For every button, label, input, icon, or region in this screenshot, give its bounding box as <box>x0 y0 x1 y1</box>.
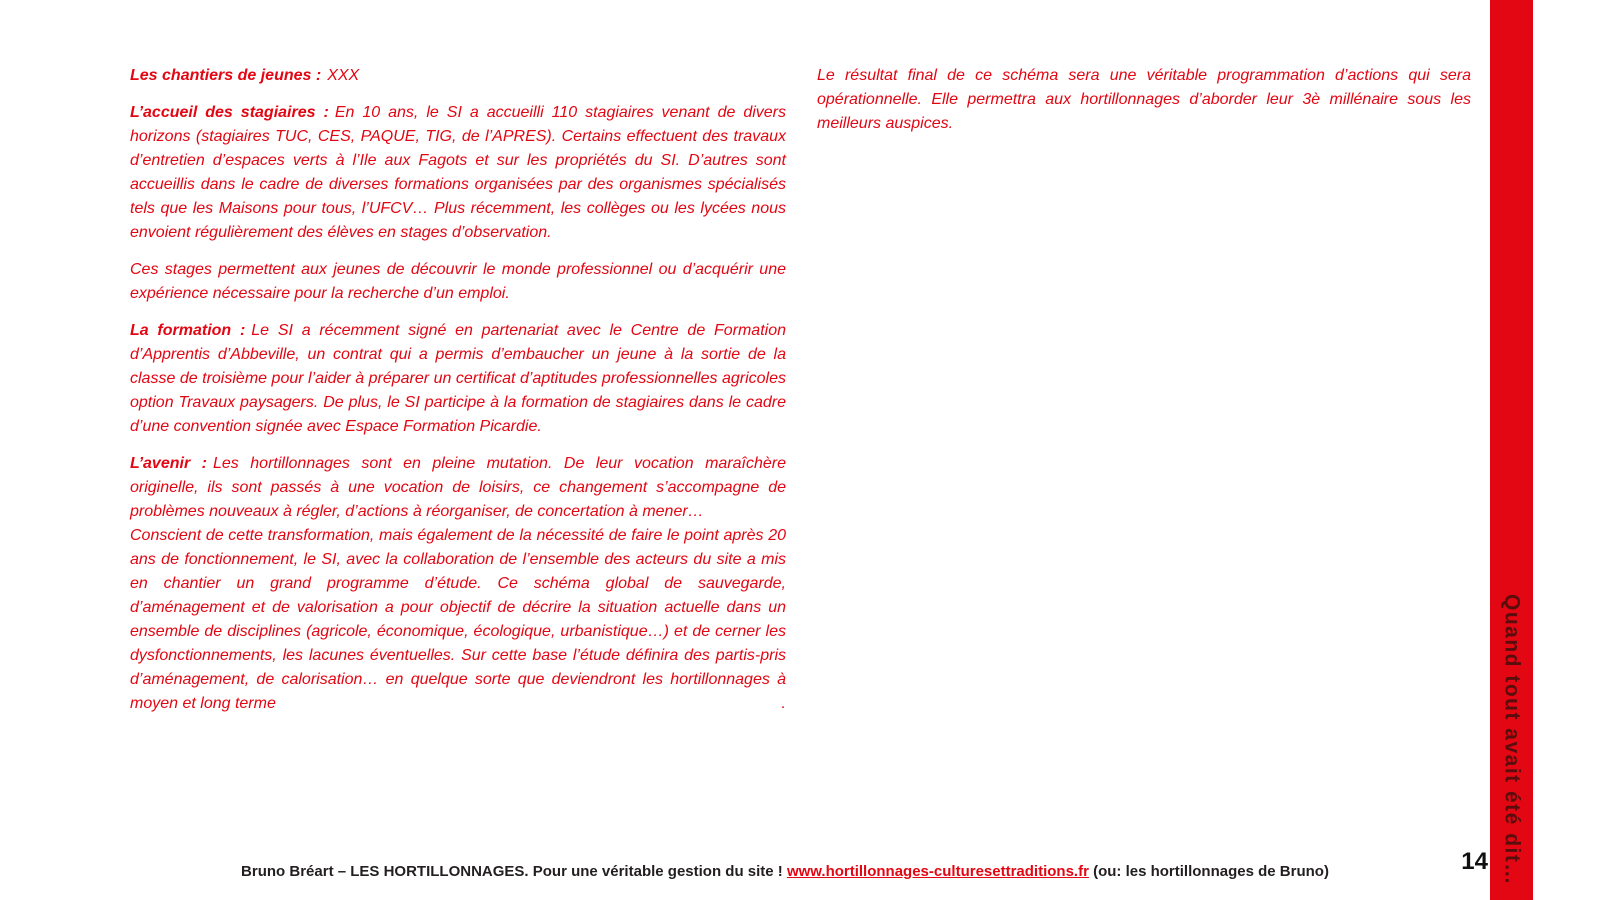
paragraph-formation <box>130 319 786 439</box>
page-number: 14 <box>1461 848 1488 875</box>
paragraph-body: Le SI a récemment signé en partenariat avec le Centre de Formation d’Apprentis d’Abbeville, un contrat qui a permis d’embaucher un jeune à la sortie de la classe de troisième pour l’aider à préparer un certificat d’aptitudes professionnelles agricoles option Travaux paysagers. De plus, le SI participe à la formation de stagiaires dans le cadre d’une convention signée avec Espace Formation Picardie. <box>130 322 786 435</box>
paragraph-heading: L’avenir : <box>130 455 207 472</box>
left-column <box>130 64 786 729</box>
paragraph-body: Ces stages permettent aux jeunes de découvrir le monde professionnel ou d’acquérir une expérience nécessaire pour la recherche d’un emploi. <box>130 261 786 302</box>
paragraph-schema <box>130 524 786 716</box>
paragraph-chantiers <box>130 64 786 88</box>
paragraph-body: Le résultat final de ce schéma sera une véritable programmation d’actions qui sera opérationnelle. Elle permettra aux hortillonnages d’aborder leur 3è millénaire sous les meilleurs auspices. <box>817 67 1471 132</box>
paragraph-heading: La formation : <box>130 322 246 339</box>
footer-link[interactable]: www.hortillonnages-culturesettraditions.fr <box>786 863 1089 880</box>
paragraph-heading: Les chantiers de jeunes : <box>130 67 322 84</box>
paragraph-stages <box>130 258 786 306</box>
paragraph-body: Conscient de cette transformation, mais également de la nécessité de faire le point après 20 ans de fonctionnement, le SI, avec la collaboration de l’ensemble des acteurs du site a mis en chantier un grand programme d’étude. Ce schéma global de sauvegarde, d’aménagement et de valorisation a pour objectif de décrire la situation actuelle dans un ensemble de disciplines (agricole, économique, écologique, urbanistique…) et de cerner les dysfonctionnements, les lacunes éventuelles. Sur cette base l’étude définira des partis-pris d’aménagement, de calorisation… en quelque sorte que deviendront les hortillonnages à moyen et long terme <box>130 527 786 712</box>
paragraph-body: XXX <box>327 67 360 84</box>
paragraph-body: Les hortillonnages sont en pleine mutation. De leur vocation maraîchère originelle, ils sont passés à une vocation de loisirs, ce changement s’accompagne de problèmes nouveaux à régler, d’actions à réorganiser, de concertation à mener… <box>130 455 786 520</box>
trailing-period: . <box>781 695 786 712</box>
paragraph-avenir <box>130 452 786 524</box>
right-column <box>817 64 1471 149</box>
footer-text-prefix: Bruno Bréart – LES HORTILLONNAGES. Pour une véritable gestion du site ! <box>241 863 787 880</box>
paragraph-resultat <box>817 64 1471 136</box>
red-sidebar <box>1490 0 1533 900</box>
sidebar-vertical-text: Quand tout avait été dit… <box>1500 594 1524 886</box>
paragraph-accueil-stagiaires <box>130 101 786 245</box>
footer-text-suffix: (ou: les hortillonnages de Bruno) <box>1088 863 1329 880</box>
footer <box>100 863 1470 880</box>
paragraph-heading: L’accueil des stagiaires : <box>130 104 329 121</box>
paragraph-body: En 10 ans, le SI a accueilli 110 stagiaires venant de divers horizons (stagiaires TUC, CES, PAQUE, TIG, de l’APRES). Certains effectuent des travaux d’entretien d’espaces verts à l’Ile aux Fagots et sur les propriétés du SI. D’autres sont accueillis dans le cadre de diverses formations organisées par des organismes spécialisés tels que les Maisons pour tous, l’UFCV… Plus récemment, les collèges ou les lycées nous envoient régulièrement des élèves en stages d’observation. <box>130 104 787 241</box>
